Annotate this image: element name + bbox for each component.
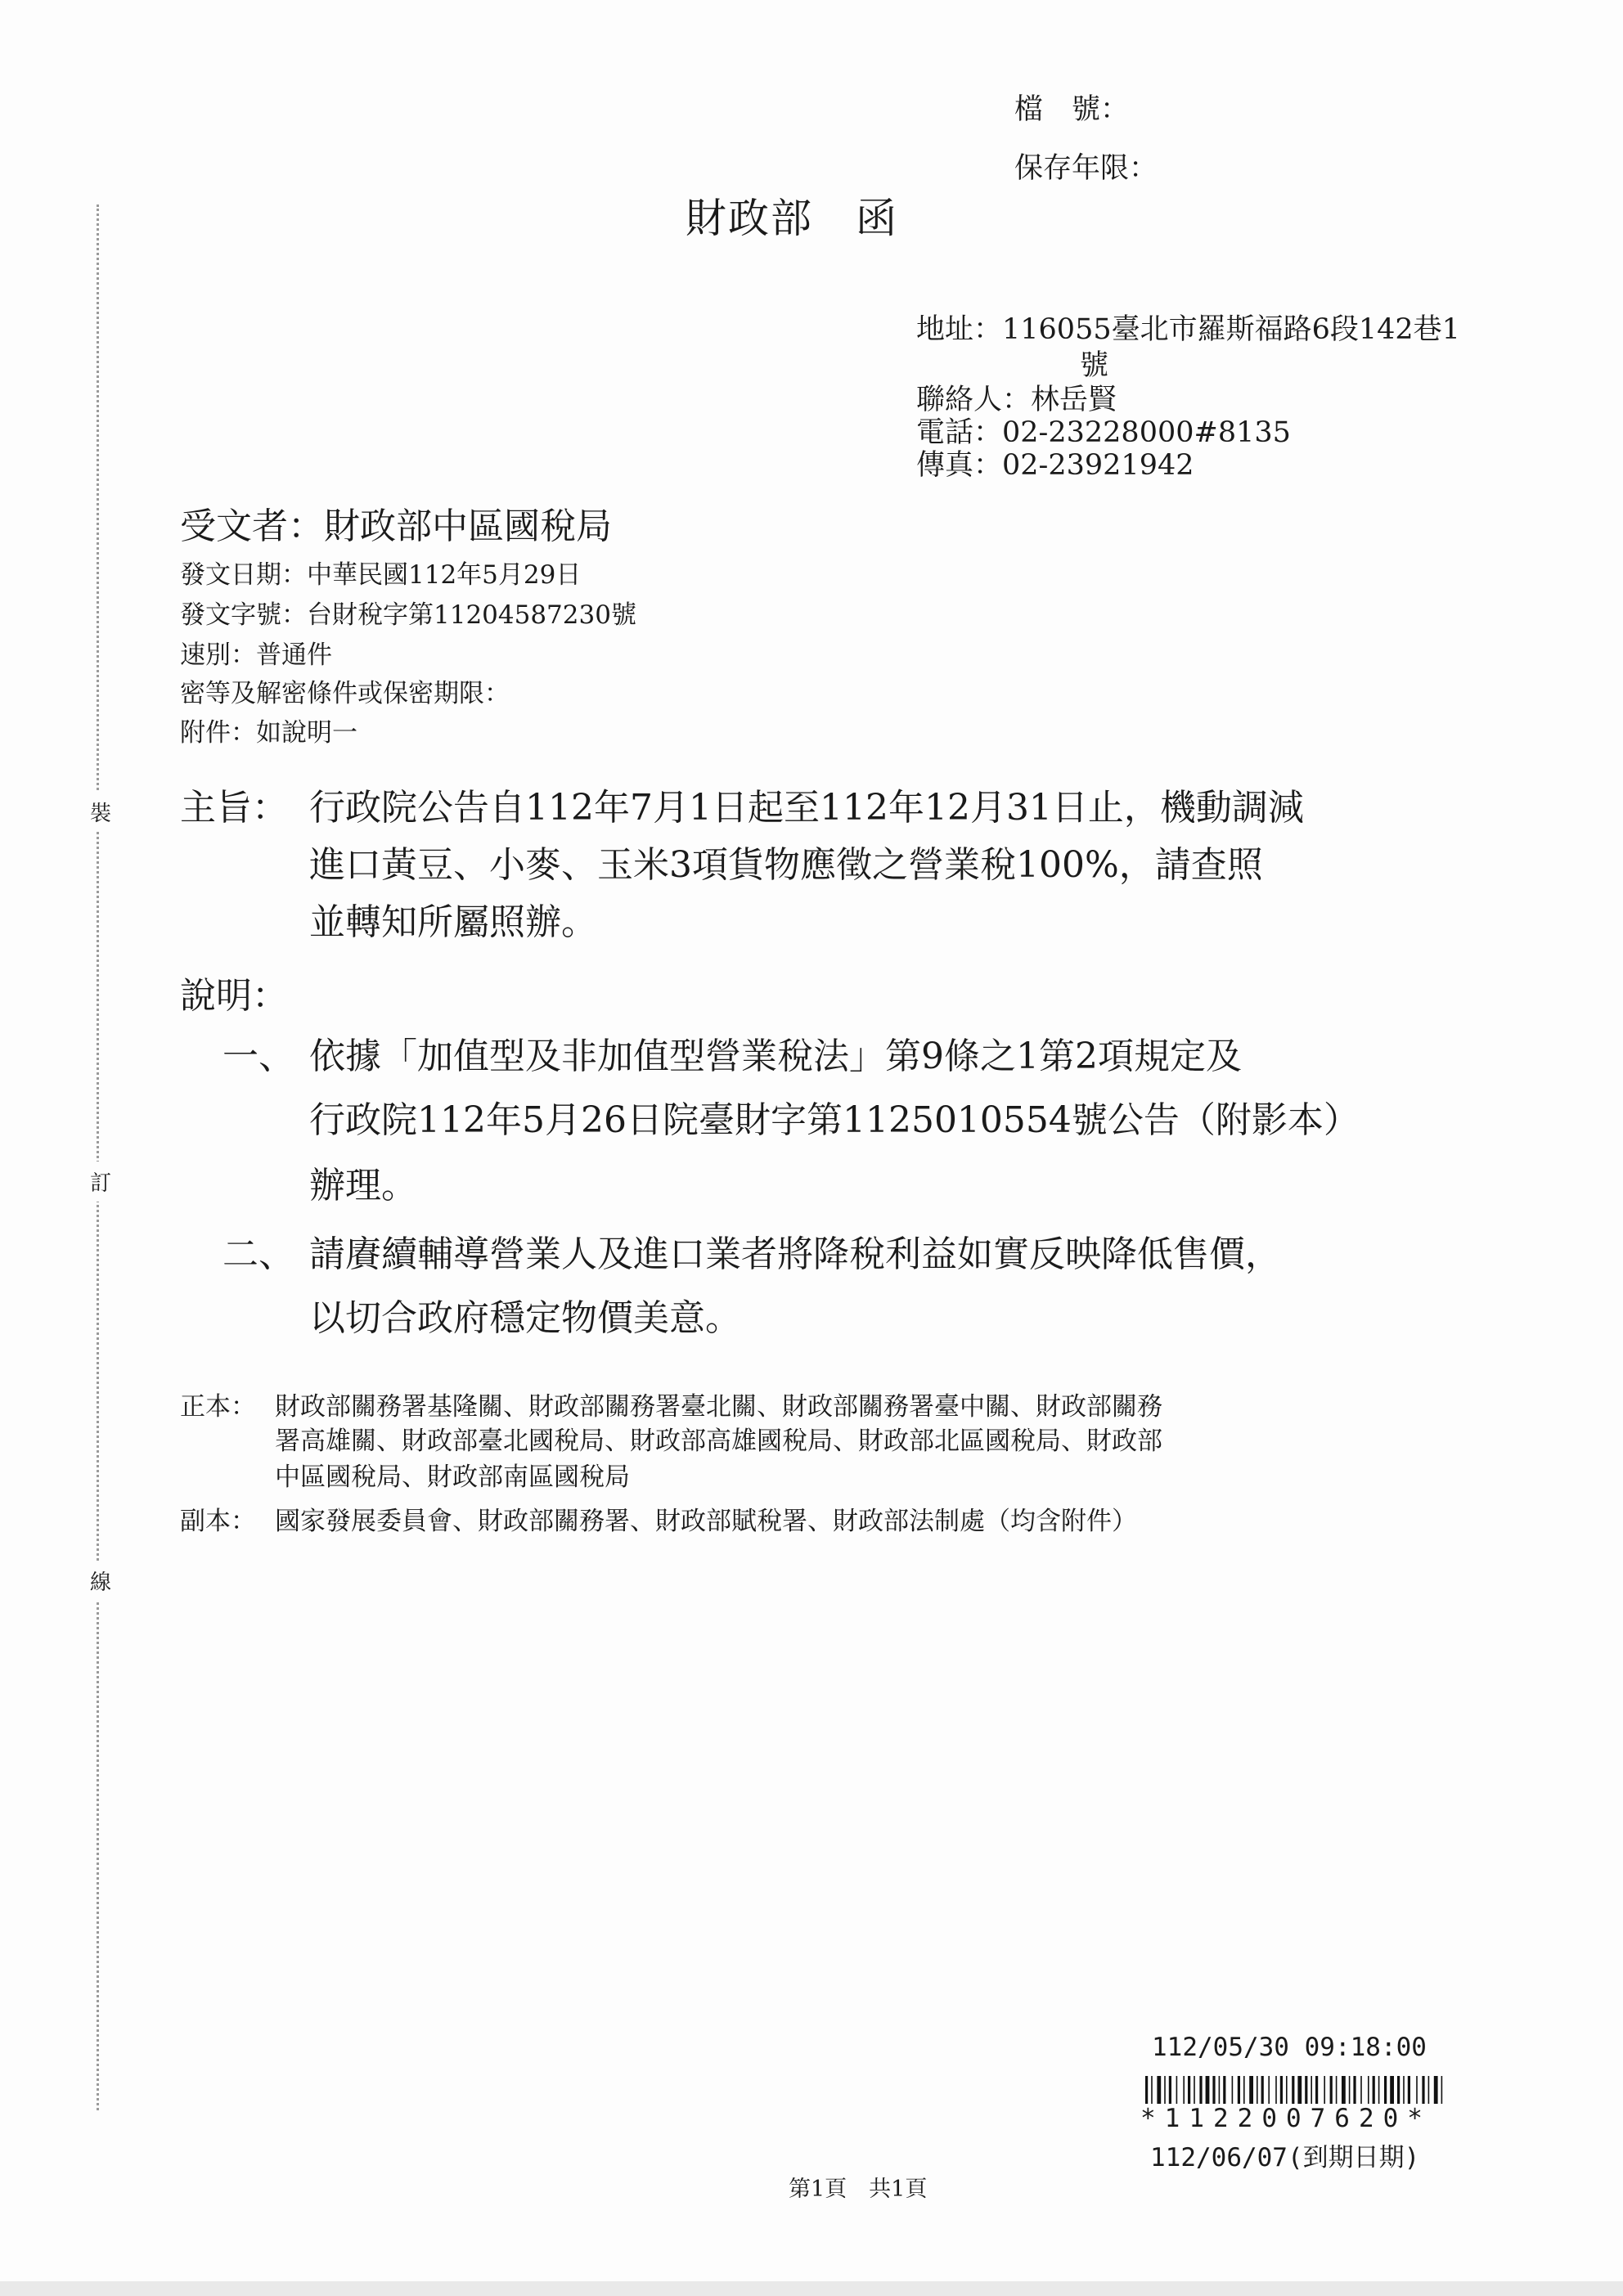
subject-label: 主旨： (180, 787, 288, 829)
sender-address-line1: 地址：116055臺北市羅斯福路6段142巷1 (916, 313, 1460, 346)
received-timestamp: 112/05/30 09:18:00 (1152, 2033, 1427, 2062)
binding-mark: 訂 (90, 1161, 111, 1202)
recipient: 受文者：財政部中區國稅局 (180, 505, 612, 547)
original-recipients-line: 財政部關務署基隆關、財政部關務署臺北關、財政部關務署臺中關、財政部關務 (275, 1392, 1162, 1422)
issue-number: 發文字號：台財稅字第11204587230號 (180, 600, 636, 630)
sender-phone: 電話：02-23228000#8135 (916, 416, 1291, 449)
subject-line: 進口黃豆、小麥、玉米3項貨物應徵之營業稅100%，請查照 (309, 844, 1263, 886)
secrecy-class: 密等及解密條件或保密期限： (180, 679, 510, 708)
barcode-number: *1122007620* (1140, 2104, 1432, 2133)
page-info: 第1頁 共1頁 (789, 2177, 928, 2202)
explanation-item-line: 請賡續輔導營業人及進口業者將降稅利益如實反映降低售價， (309, 1233, 1281, 1275)
barcode-graphic (1144, 2076, 1448, 2104)
item-marker: 二、 (223, 1233, 294, 1275)
subject-line: 並轉知所屬照辦。 (309, 901, 597, 943)
due-date: 112/06/07(到期日期) (1150, 2143, 1420, 2172)
sender-contact: 聯絡人：林岳賢 (916, 384, 1117, 416)
copy-recipients: 國家發展委員會、財政部關務署、財政部賦稅署、財政部法制處（均含附件） (275, 1507, 1137, 1536)
original-recipients-line: 署高雄關、財政部臺北國稅局、財政部高雄國稅局、財政部北區國稅局、財政部 (275, 1427, 1162, 1456)
copy-recipients-label: 副本： (180, 1507, 256, 1536)
explanation-item-line: 以切合政府穩定物價美意。 (309, 1297, 741, 1339)
speed-class: 速別：普通件 (180, 640, 332, 670)
attachment-note: 附件：如說明一 (180, 718, 357, 748)
explanation-label: 說明： (180, 975, 288, 1017)
binding-line (97, 204, 99, 2110)
explanation-item-line: 行政院112年5月26日院臺財字第1125010554號公告（附影本） (309, 1099, 1360, 1141)
issue-date: 發文日期：中華民國112年5月29日 (180, 560, 582, 590)
item-marker: 一、 (223, 1036, 294, 1077)
binding-mark: 裝 (90, 792, 111, 832)
retention-period-label: 保存年限： (1014, 152, 1158, 185)
original-recipients-line: 中區國稅局、財政部南區國稅局 (275, 1463, 630, 1492)
document-title: 財政部 函 (686, 195, 898, 242)
original-recipients-label: 正本： (180, 1392, 256, 1422)
file-number-label: 檔 號： (1014, 93, 1130, 126)
explanation-item-line: 辦理。 (309, 1165, 417, 1206)
explanation-item-line: 依據「加值型及非加值型營業稅法」第9條之1第2項規定及 (309, 1036, 1242, 1077)
binding-mark: 線 (90, 1561, 111, 1601)
scan-edge (0, 2281, 1623, 2296)
sender-fax: 傳真：02-23921942 (916, 449, 1194, 482)
sender-address-line2: 號 (1080, 349, 1109, 382)
subject-line: 行政院公告自112年7月1日起至112年12月31日止，機動調減 (309, 787, 1304, 829)
